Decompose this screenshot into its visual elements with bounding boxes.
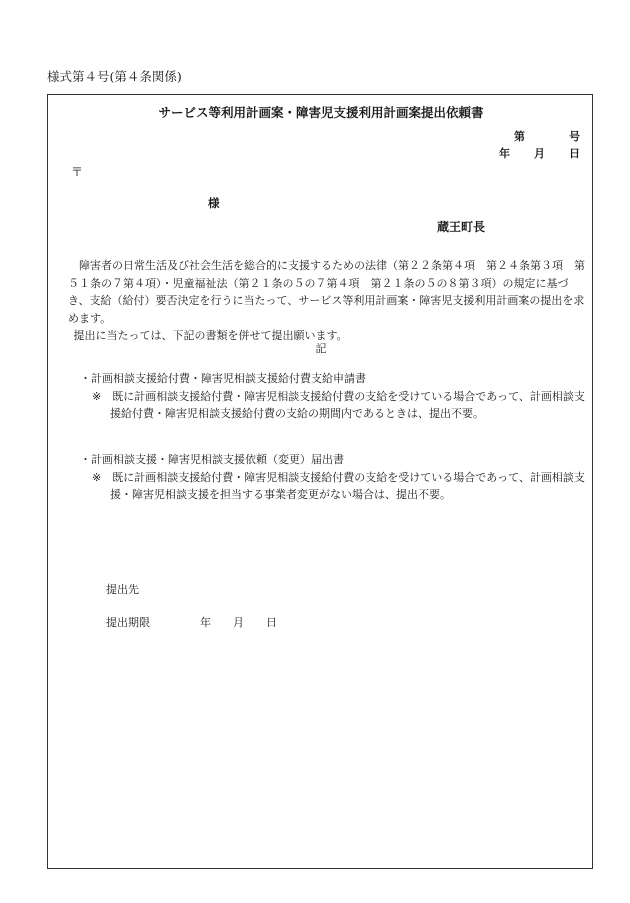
required-document-item [80, 451, 590, 504]
sender-name: 蔵王町長 [437, 220, 486, 234]
deadline-label: 提出期限 [106, 616, 150, 629]
postal-mark: 〒 [71, 165, 84, 179]
form-number: 様式第４号(第４条関係) [47, 69, 182, 84]
number-suffix: 号 [569, 130, 580, 143]
issue-date-line [499, 145, 580, 161]
deadline-month: 月 [233, 616, 244, 629]
body-paragraph: 提出に当たっては、下記の書類を併せて提出願います。 [73, 329, 348, 342]
required-document-item [80, 370, 590, 423]
addressee-honorific: 様 [208, 196, 220, 210]
item-note: ※ 既に計画相談支援給付費・障害児相談支援給付費の支給を受けている場合であって、計画相談支援給付費・障害児相談支援給付費の支給の期間内であるときは、提出不要。 [92, 389, 585, 420]
item-note: ※ 既に計画相談支援給付費・障害児相談支援給付費の支給を受けている場合であって、計画相談支援・障害児相談支援を担当する事業者変更がない場合は、提出不要。 [92, 470, 585, 501]
number-prefix: 第 [514, 130, 525, 143]
ki-heading: 記 [315, 342, 327, 355]
deadline-day: 日 [266, 616, 277, 629]
date-month: 月 [534, 147, 545, 160]
item-heading: ・計画相談支援給付費・障害児相談支援給付費支給申請書 [80, 372, 366, 385]
document-frame [47, 94, 593, 869]
document-number-line [514, 128, 580, 144]
document-title: サービス等利用計画案・障害児支援利用計画案提出依頼書 [158, 105, 484, 120]
date-day: 日 [569, 147, 580, 160]
date-year: 年 [499, 147, 510, 160]
item-heading: ・計画相談支援・障害児相談支援依頼（変更）届出書 [80, 453, 344, 466]
body-paragraph: 障害者の日常生活及び社会生活を総合的に支援するための法律（第２２条第４項 第２４条第３項 第５１条の７第４項）・児童福祉法（第２１条の５の７第４項 第２１条の５の８第３項）の規定に基づき、支給（給付）要否決定を行うに当たって、サービス等利用計画案・障害児支援利用計画案の提出を求めます。 [68, 259, 585, 325]
request-body [68, 257, 586, 345]
submission-deadline-line [106, 614, 277, 630]
submission-destination-label: 提出先 [106, 583, 139, 596]
deadline-year: 年 [200, 616, 211, 629]
